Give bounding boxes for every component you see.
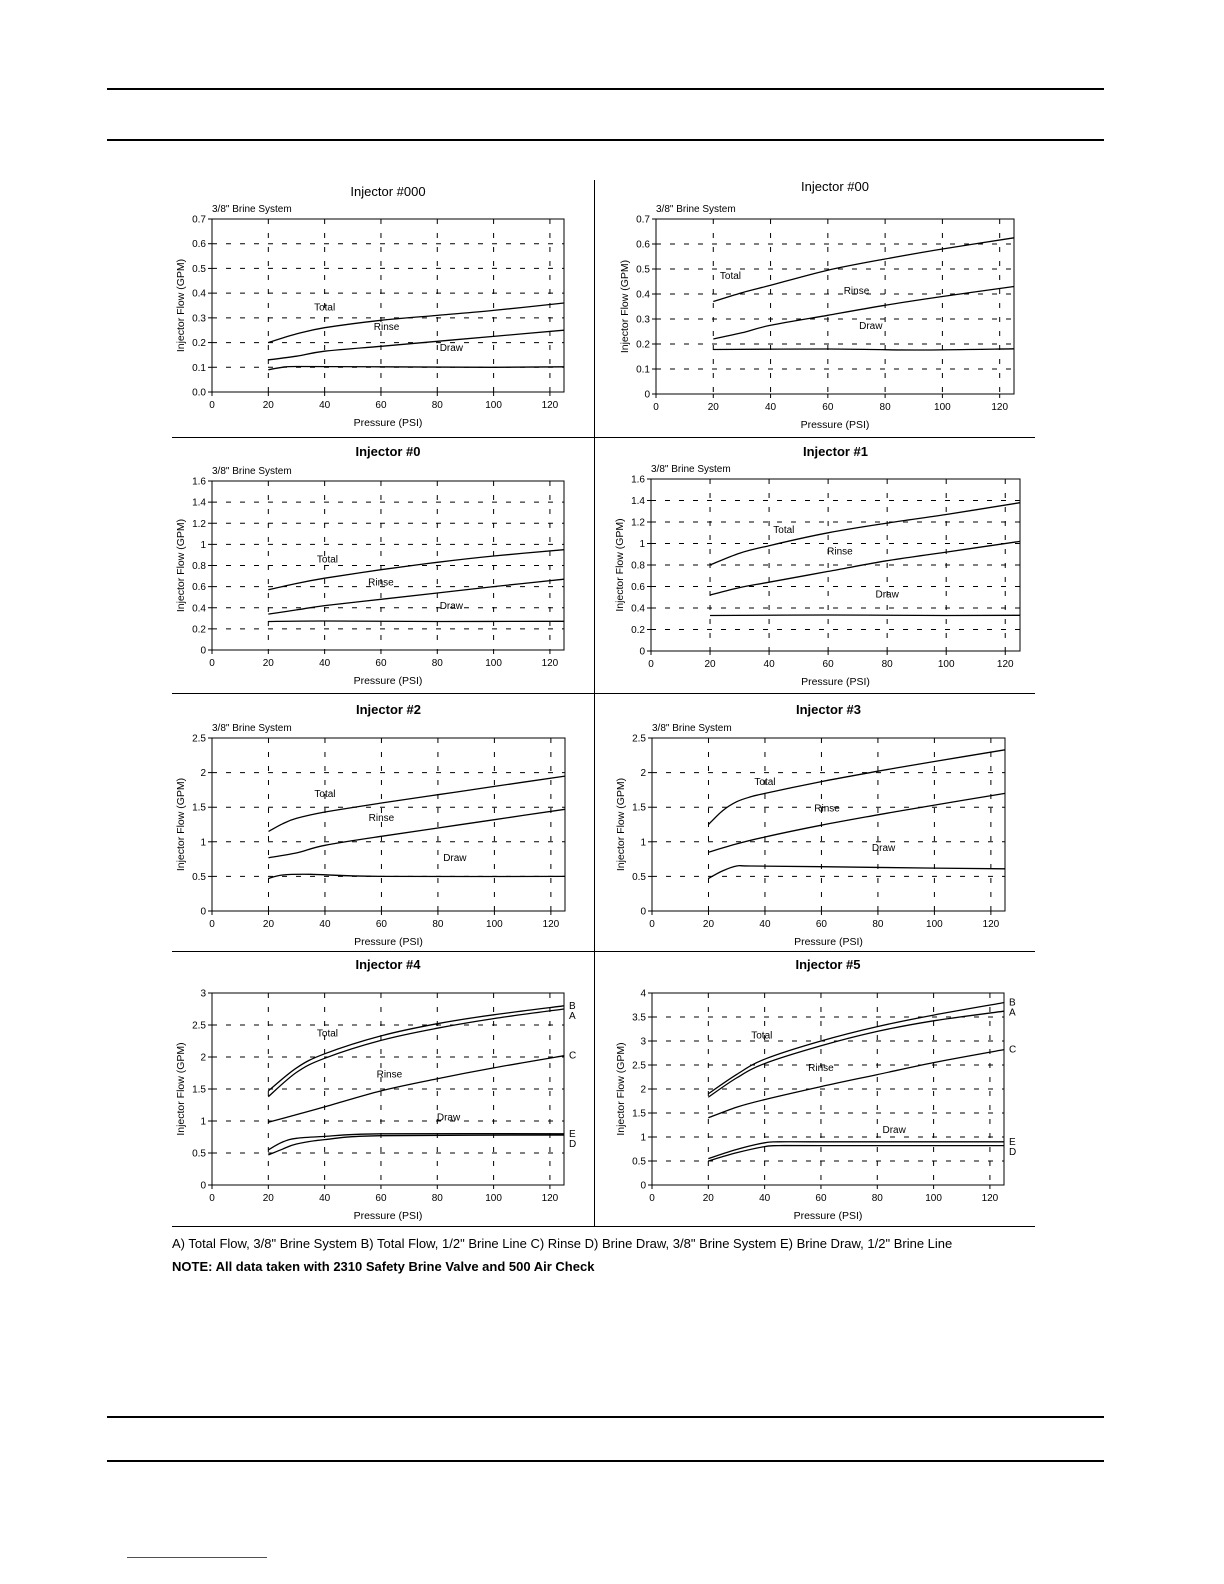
y-tick-label: 2.5 xyxy=(632,733,646,745)
series-line-rinse xyxy=(709,793,1006,852)
annotation-draw: Draw xyxy=(436,1112,461,1124)
y-tick-label: 1.4 xyxy=(192,497,206,509)
y-tick-label: 2.5 xyxy=(632,1060,646,1072)
chart-svg xyxy=(172,440,592,695)
panel-divider-row-1 xyxy=(172,437,1035,438)
x-tick-label: 20 xyxy=(707,402,719,413)
x-tick-label: 80 xyxy=(881,659,893,670)
y-tick-label: 0.4 xyxy=(636,289,650,301)
x-tick-label: 20 xyxy=(702,1193,714,1204)
x-tick-label: 40 xyxy=(759,919,771,930)
series-line-e xyxy=(708,1142,1004,1159)
x-tick-label: 60 xyxy=(375,658,387,669)
chart-title: Injector #5 xyxy=(795,957,861,972)
annotation-total: Total xyxy=(754,777,776,789)
y-tick-label: 1.5 xyxy=(632,1108,646,1120)
y-axis-label: Injector Flow (GPM) xyxy=(614,518,626,612)
x-tick-label: 60 xyxy=(815,919,828,930)
plot-area-frame xyxy=(212,738,565,911)
y-tick-label: 0.4 xyxy=(192,288,206,300)
series-line-total xyxy=(268,303,564,343)
y-tick-label: 0.6 xyxy=(636,239,650,251)
y-tick-label: 0.5 xyxy=(192,871,206,883)
series-line-a xyxy=(708,1011,1004,1097)
chart-injector-1 xyxy=(612,440,1032,695)
x-tick-label: 120 xyxy=(981,1193,999,1204)
annotation-total: Total xyxy=(719,271,742,282)
bottom-rule-2 xyxy=(107,1460,1104,1462)
y-tick-label: 0.0 xyxy=(192,387,206,399)
x-tick-label: 0 xyxy=(209,400,215,411)
y-tick-label: 0.3 xyxy=(636,314,650,326)
end-label-e: E xyxy=(569,1128,576,1140)
y-tick-label: 0.6 xyxy=(192,239,206,251)
annotation-rinse: Rinse xyxy=(368,577,394,589)
y-tick-label: 1.2 xyxy=(631,517,645,529)
end-label-a: A xyxy=(1009,1007,1016,1019)
x-tick-label: 0 xyxy=(648,659,654,670)
series-line-d xyxy=(708,1146,1004,1161)
x-tick-label: 20 xyxy=(262,400,274,411)
y-tick-label: 0 xyxy=(640,1180,646,1192)
series-line-b xyxy=(708,1003,1004,1094)
x-tick-label: 0 xyxy=(649,919,655,930)
end-label-a: A xyxy=(569,1010,576,1022)
chart-title: Injector #000 xyxy=(350,184,426,199)
x-tick-label: 40 xyxy=(319,658,331,669)
legend-text: A) Total Flow, 3/8" Brine System B) Total Flow, 1/2" Brine Line C) Rinse D) Brine Draw, 3/8" Brine System E) Brine Draw, 1/2" Brine Line xyxy=(172,1236,953,1251)
y-tick-label: 2 xyxy=(200,768,206,780)
series-line-total xyxy=(269,776,566,831)
end-label-e: E xyxy=(1009,1136,1016,1148)
x-axis-label: Pressure (PSI) xyxy=(353,675,423,687)
y-tick-label: 3 xyxy=(640,1036,646,1048)
x-tick-label: 120 xyxy=(991,402,1009,413)
chart-svg xyxy=(172,697,592,952)
chart-injector-4 xyxy=(172,954,592,1222)
chart-injector-2 xyxy=(172,697,592,952)
x-axis-label: Pressure (PSI) xyxy=(354,936,423,948)
y-tick-label: 1 xyxy=(639,539,645,550)
annotation-draw: Draw xyxy=(871,842,896,854)
annotation-rinse: Rinse xyxy=(808,1063,834,1075)
series-line-draw xyxy=(268,367,564,370)
chart-subtitle: 3/8" Brine System xyxy=(651,464,731,475)
x-tick-label: 100 xyxy=(486,919,503,930)
y-tick-label: 0.5 xyxy=(636,264,650,276)
y-tick-label: 0.8 xyxy=(631,560,645,572)
chart-title: Injector #00 xyxy=(801,179,869,194)
chart-injector-0 xyxy=(172,440,592,695)
y-tick-label: 3.5 xyxy=(632,1012,646,1024)
x-tick-label: 20 xyxy=(262,1193,274,1204)
annotation-rinse: Rinse xyxy=(814,803,840,815)
x-tick-label: 0 xyxy=(653,402,659,413)
series-line-d xyxy=(268,1135,564,1155)
x-tick-label: 40 xyxy=(319,1193,331,1204)
x-tick-label: 80 xyxy=(432,919,444,930)
y-tick-label: 0.5 xyxy=(192,263,206,275)
y-axis-label: Injector Flow (GPM) xyxy=(615,1042,627,1136)
end-label-d: D xyxy=(1009,1146,1017,1158)
chart-svg xyxy=(612,180,1032,435)
x-tick-label: 100 xyxy=(925,1193,942,1204)
x-tick-label: 20 xyxy=(702,919,715,930)
x-tick-label: 40 xyxy=(763,659,775,670)
annotation-draw: Draw xyxy=(859,321,883,332)
annotation-rinse: Rinse xyxy=(368,813,395,825)
y-tick-label: 0.4 xyxy=(631,603,645,615)
y-tick-label: 0.6 xyxy=(631,582,645,593)
y-tick-label: 0.5 xyxy=(632,1156,646,1168)
chart-injector-000 xyxy=(172,180,592,435)
annotation-total: Total xyxy=(751,1030,773,1042)
y-tick-label: 1.5 xyxy=(192,802,206,814)
plot-area-frame xyxy=(212,481,564,650)
x-tick-label: 20 xyxy=(262,919,275,930)
annotation-total: Total xyxy=(316,554,339,566)
chart-title: Injector #3 xyxy=(795,702,862,717)
x-tick-label: 120 xyxy=(541,400,559,411)
y-tick-label: 1.6 xyxy=(192,476,206,488)
annotation-total: Total xyxy=(314,302,336,314)
plot-area-frame xyxy=(652,738,1005,911)
y-tick-label: 0.3 xyxy=(192,313,206,325)
chart-subtitle: 3/8" Brine System xyxy=(212,466,292,477)
y-tick-label: 0 xyxy=(644,389,650,401)
chart-injector-3 xyxy=(612,697,1032,952)
bottom-rule-1 xyxy=(107,1416,1104,1418)
series-line-rinse xyxy=(268,330,564,360)
series-line-total xyxy=(710,503,1020,565)
chart-subtitle: 3/8" Brine System xyxy=(656,204,736,215)
y-tick-label: 0.7 xyxy=(636,214,650,226)
x-tick-label: 60 xyxy=(375,1193,387,1204)
y-tick-label: 2.5 xyxy=(192,733,206,745)
chart-svg xyxy=(172,180,592,435)
chart-subtitle: 3/8" Brine System xyxy=(652,723,732,734)
y-tick-label: 1.2 xyxy=(192,518,206,530)
x-tick-label: 0 xyxy=(209,919,215,930)
top-rule-2 xyxy=(107,139,1104,141)
x-tick-label: 60 xyxy=(375,400,387,411)
x-axis-label: Pressure (PSI) xyxy=(800,419,870,431)
annotation-draw: Draw xyxy=(439,600,464,612)
y-tick-label: 0.1 xyxy=(636,364,650,376)
annotation-total: Total xyxy=(316,1028,339,1040)
y-tick-label: 1.5 xyxy=(192,1084,206,1096)
y-tick-label: 1 xyxy=(200,539,206,551)
y-tick-label: 2 xyxy=(200,1052,206,1064)
x-tick-label: 120 xyxy=(542,919,560,930)
x-tick-label: 40 xyxy=(764,402,777,413)
panel-divider-bottom xyxy=(172,1226,1035,1227)
y-tick-label: 2 xyxy=(640,1084,646,1096)
series-line-rinse xyxy=(710,541,1020,595)
y-tick-label: 1 xyxy=(200,837,206,849)
x-tick-label: 80 xyxy=(431,400,443,411)
series-line-total xyxy=(709,750,1006,825)
x-axis-label: Pressure (PSI) xyxy=(353,1210,423,1222)
series-line-b xyxy=(268,1006,564,1091)
y-axis-label: Injector Flow (GPM) xyxy=(175,777,187,872)
y-tick-label: 0.4 xyxy=(192,603,206,615)
annotation-draw: Draw xyxy=(882,1125,906,1137)
end-label-b: B xyxy=(1009,997,1016,1009)
x-tick-label: 120 xyxy=(996,659,1014,670)
y-tick-label: 0.2 xyxy=(192,338,206,350)
chart-title: Injector #1 xyxy=(802,444,869,459)
y-tick-label: 1.5 xyxy=(632,802,646,814)
x-tick-label: 120 xyxy=(541,658,559,669)
y-tick-label: 2 xyxy=(640,768,646,780)
x-tick-label: 80 xyxy=(879,402,891,413)
y-tick-label: 1 xyxy=(200,1116,206,1128)
x-axis-label: Pressure (PSI) xyxy=(793,1210,863,1222)
chart-svg xyxy=(612,440,1032,695)
y-tick-label: 0 xyxy=(640,906,646,918)
x-tick-label: 60 xyxy=(822,659,834,670)
y-tick-label: 0.2 xyxy=(631,625,645,636)
annotation-draw: Draw xyxy=(875,589,899,601)
x-tick-label: 80 xyxy=(431,1193,443,1204)
series-line-rinse xyxy=(268,579,564,614)
chart-subtitle: 3/8" Brine System xyxy=(212,204,292,215)
x-tick-label: 120 xyxy=(982,919,1000,930)
y-tick-label: 1.4 xyxy=(631,496,645,507)
end-label-c: C xyxy=(1009,1044,1017,1056)
x-tick-label: 100 xyxy=(485,400,502,411)
series-line-draw xyxy=(710,615,1020,616)
note-text: NOTE: All data taken with 2310 Safety Brine Valve and 500 Air Check xyxy=(172,1259,595,1274)
x-tick-label: 80 xyxy=(871,1193,883,1204)
annotation-draw: Draw xyxy=(439,343,464,355)
y-axis-label: Injector Flow (GPM) xyxy=(615,777,627,872)
x-tick-label: 100 xyxy=(485,1193,502,1204)
annotation-rinse: Rinse xyxy=(376,1069,403,1081)
annotation-total: Total xyxy=(314,788,336,800)
y-tick-label: 3 xyxy=(200,988,206,1000)
series-line-draw xyxy=(268,621,564,622)
chart-injector-00 xyxy=(612,180,1032,435)
x-tick-label: 20 xyxy=(262,658,274,669)
x-tick-label: 100 xyxy=(926,919,943,930)
x-tick-label: 100 xyxy=(934,402,951,413)
x-tick-label: 40 xyxy=(759,1193,771,1204)
y-tick-label: 0.7 xyxy=(192,214,206,226)
y-tick-label: 0.8 xyxy=(192,561,206,572)
y-tick-label: 0.1 xyxy=(192,362,206,374)
x-tick-label: 80 xyxy=(431,658,443,669)
footer-link-underline xyxy=(127,1557,267,1558)
y-tick-label: 0 xyxy=(200,906,206,918)
x-tick-label: 40 xyxy=(319,919,331,930)
y-tick-label: 1 xyxy=(640,1132,646,1144)
x-tick-label: 60 xyxy=(815,1193,827,1204)
x-tick-label: 80 xyxy=(872,919,884,930)
chart-title: Injector #0 xyxy=(355,444,421,459)
y-tick-label: 0.5 xyxy=(632,871,646,883)
x-tick-label: 0 xyxy=(649,1193,655,1204)
chart-title: Injector #2 xyxy=(355,702,422,717)
y-tick-label: 1.6 xyxy=(631,474,645,486)
chart-svg xyxy=(612,697,1032,952)
annotation-total: Total xyxy=(773,524,795,536)
end-label-c: C xyxy=(569,1050,577,1062)
y-axis-label: Injector Flow (GPM) xyxy=(175,258,187,353)
end-label-b: B xyxy=(569,1000,576,1012)
top-rule-1 xyxy=(107,88,1104,90)
annotation-rinse: Rinse xyxy=(827,546,853,558)
plot-area-frame xyxy=(652,993,1004,1185)
panel-divider-vertical xyxy=(594,180,595,1226)
x-tick-label: 20 xyxy=(704,659,716,670)
x-axis-label: Pressure (PSI) xyxy=(353,417,423,429)
y-tick-label: 0.2 xyxy=(636,339,650,351)
chart-svg xyxy=(172,954,592,1222)
x-tick-label: 60 xyxy=(822,402,834,413)
y-tick-label: 0.6 xyxy=(192,582,206,594)
y-tick-label: 2.5 xyxy=(192,1020,206,1032)
x-axis-label: Pressure (PSI) xyxy=(801,676,870,688)
x-axis-label: Pressure (PSI) xyxy=(794,936,863,948)
chart-title: Injector #4 xyxy=(355,957,421,972)
series-line-draw xyxy=(713,349,1014,350)
y-tick-label: 4 xyxy=(640,988,646,1000)
x-tick-label: 120 xyxy=(541,1193,559,1204)
y-axis-label: Injector Flow (GPM) xyxy=(619,259,631,354)
y-tick-label: 0 xyxy=(200,645,206,657)
chart-injector-5 xyxy=(612,954,1032,1222)
chart-svg xyxy=(612,954,1032,1222)
x-tick-label: 100 xyxy=(485,658,502,669)
end-label-d: D xyxy=(569,1138,577,1150)
x-tick-label: 0 xyxy=(209,658,215,669)
annotation-draw: Draw xyxy=(443,853,467,865)
annotation-rinse: Rinse xyxy=(373,322,400,334)
chart-subtitle: 3/8" Brine System xyxy=(212,723,292,734)
y-axis-label: Injector Flow (GPM) xyxy=(175,1042,187,1136)
y-tick-label: 0 xyxy=(639,646,645,658)
series-line-rinse xyxy=(269,809,566,857)
x-tick-label: 40 xyxy=(319,400,331,411)
plot-area-frame xyxy=(212,219,564,392)
y-tick-label: 0.2 xyxy=(192,624,206,636)
y-tick-label: 0 xyxy=(200,1180,206,1192)
x-tick-label: 60 xyxy=(375,919,388,930)
y-tick-label: 1 xyxy=(640,837,646,849)
annotation-rinse: Rinse xyxy=(843,286,870,297)
y-axis-label: Injector Flow (GPM) xyxy=(175,518,187,613)
y-tick-label: 0.5 xyxy=(192,1148,206,1160)
x-tick-label: 100 xyxy=(937,659,955,670)
x-tick-label: 0 xyxy=(209,1193,215,1204)
plot-area-frame xyxy=(656,219,1014,394)
series-line-c xyxy=(708,1050,1004,1118)
